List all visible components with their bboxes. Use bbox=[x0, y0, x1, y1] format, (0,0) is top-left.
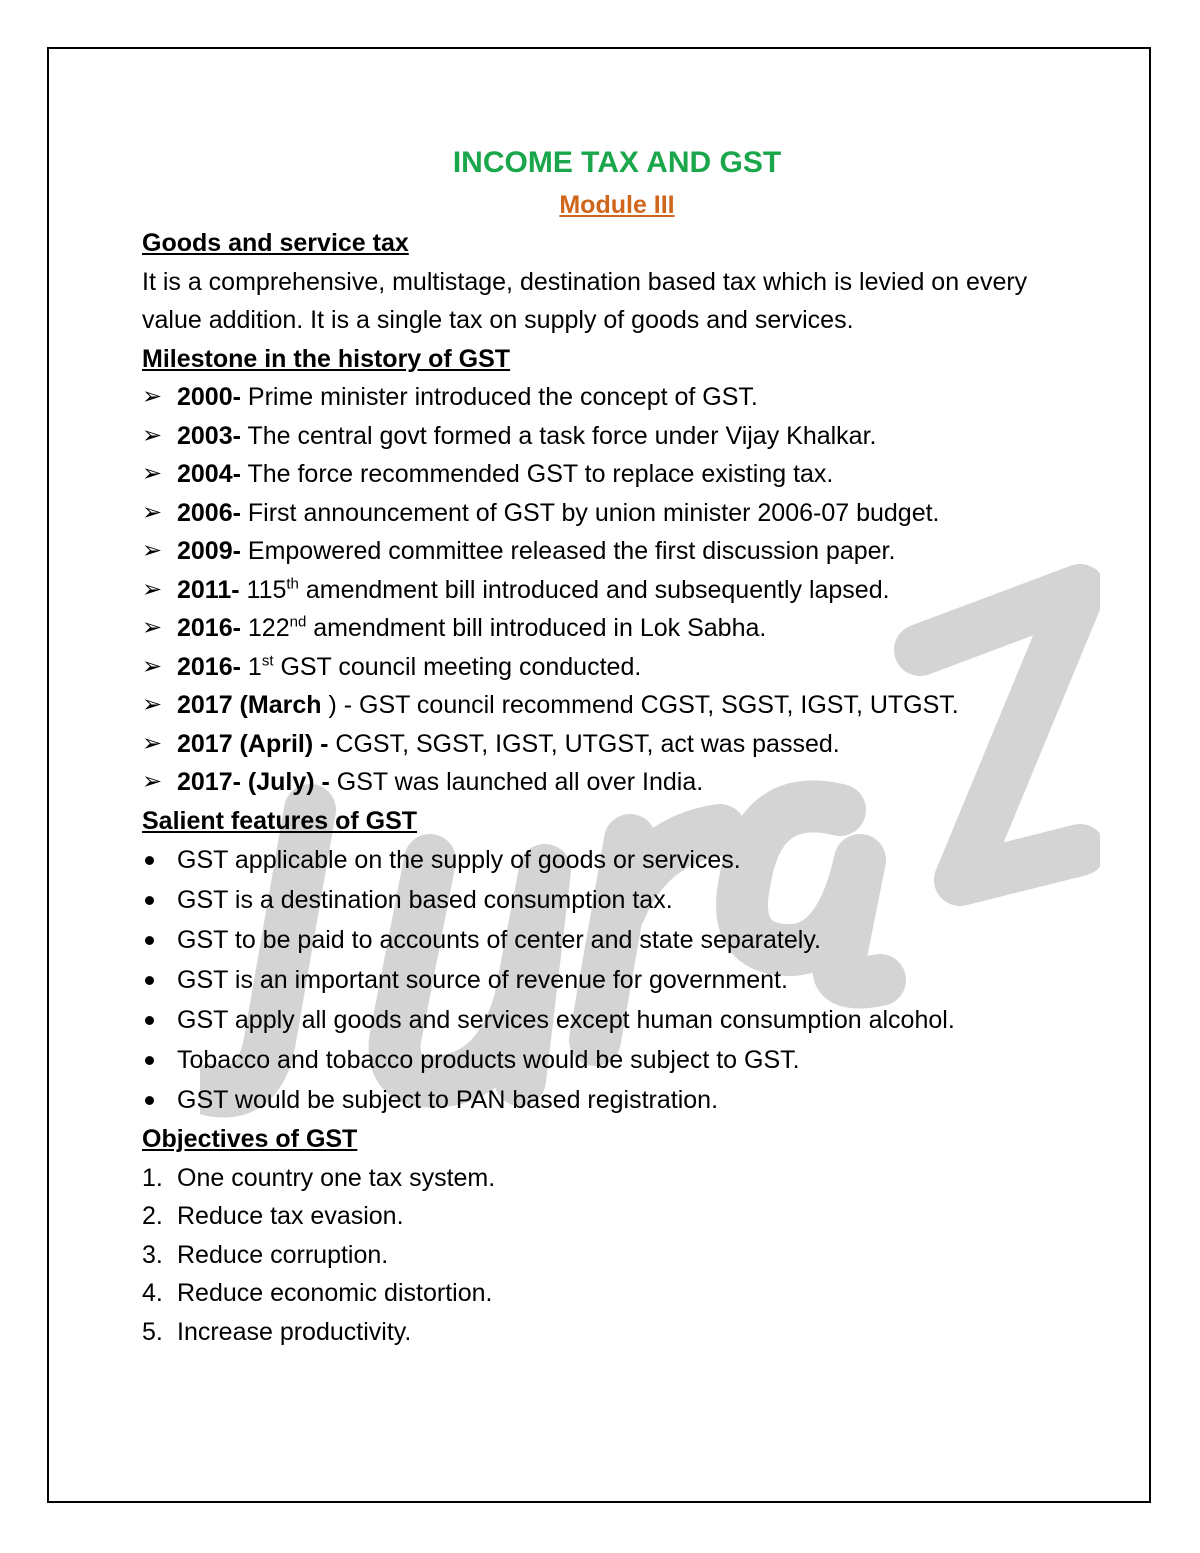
milestone-item bbox=[142, 417, 1092, 456]
milestone-item bbox=[142, 494, 1092, 533]
milestone-item bbox=[142, 571, 1092, 610]
feature-item bbox=[142, 840, 1092, 880]
gst-definition: It is a comprehensive, multistage, destination based tax which is levied on every value addition. It is a single tax on supply of goods and services. bbox=[142, 267, 1028, 334]
objective-text: Increase productivity. bbox=[177, 1317, 412, 1346]
objectives-list bbox=[142, 1159, 1092, 1352]
objective-number: 2. bbox=[142, 1202, 163, 1230]
milestone-year: 2016- bbox=[177, 652, 241, 681]
milestone-ordinal-number: 1 bbox=[247, 652, 262, 681]
arrow-bullet-icon: ➢ bbox=[142, 768, 163, 795]
feature-text: GST would be subject to PAN based registration. bbox=[177, 1086, 719, 1114]
milestone-item bbox=[142, 725, 1092, 764]
milestone-ordinal-suffix: th bbox=[286, 575, 299, 593]
milestone-ordinal-number: 122 bbox=[247, 614, 290, 642]
bullet-icon bbox=[145, 1096, 154, 1105]
milestone-text: amendment bill introduced and subsequently lapsed. bbox=[305, 575, 890, 604]
arrow-bullet-icon: ➢ bbox=[142, 614, 163, 641]
objective-item bbox=[142, 1159, 1092, 1198]
feature-item bbox=[142, 880, 1092, 920]
feature-item bbox=[142, 960, 1092, 1000]
feature-item bbox=[142, 1000, 1092, 1040]
milestone-ordinal-suffix: st bbox=[261, 652, 274, 670]
milestone-year: 2006- bbox=[177, 498, 241, 527]
milestone-year: 2000- bbox=[177, 383, 241, 411]
feature-text: GST is a destination based consumption tax. bbox=[177, 886, 673, 914]
objective-text: Reduce economic distortion. bbox=[177, 1279, 493, 1307]
milestone-ordinal-suffix: nd bbox=[289, 613, 307, 631]
arrow-bullet-icon: ➢ bbox=[142, 575, 163, 603]
feature-text: GST applicable on the supply of goods or services. bbox=[177, 846, 741, 874]
bullet-icon bbox=[145, 936, 154, 945]
milestone-item bbox=[142, 378, 1092, 417]
objective-number: 3. bbox=[142, 1240, 163, 1269]
milestone-year: 2017 (March bbox=[177, 691, 322, 719]
objective-item bbox=[142, 1274, 1092, 1313]
objective-item bbox=[142, 1197, 1092, 1236]
milestone-year: 2004- bbox=[177, 460, 241, 488]
objective-item bbox=[142, 1313, 1092, 1352]
arrow-bullet-icon: ➢ bbox=[142, 691, 163, 718]
milestone-year: 2017- (July) - bbox=[177, 768, 330, 796]
objectives-heading: Objectives of GST bbox=[142, 1125, 358, 1153]
milestone-text: Prime minister introduced the concept of GST. bbox=[247, 383, 758, 411]
module-subtitle: Module III bbox=[559, 191, 675, 219]
feature-text: GST to be paid to accounts of center and state separately. bbox=[177, 926, 821, 954]
feature-text: Tobacco and tobacco products would be subject to GST. bbox=[177, 1046, 800, 1074]
milestone-text: CGST, SGST, IGST, UTGST, act was passed. bbox=[335, 729, 840, 758]
arrow-bullet-icon: ➢ bbox=[142, 537, 163, 564]
objective-number: 1. bbox=[142, 1163, 163, 1192]
milestone-ordinal-number: 115 bbox=[246, 575, 287, 604]
gst-heading: Goods and service tax bbox=[142, 229, 409, 257]
milestone-year: 2003- bbox=[177, 421, 241, 450]
milestone-item bbox=[142, 686, 1092, 725]
objective-text: Reduce tax evasion. bbox=[177, 1202, 404, 1230]
milestone-year: 2011- bbox=[177, 575, 240, 604]
milestone-text: ) - GST council recommend CGST, SGST, IGST, UTGST. bbox=[328, 691, 959, 719]
arrow-bullet-icon: ➢ bbox=[142, 652, 163, 680]
arrow-bullet-icon: ➢ bbox=[142, 729, 163, 757]
bullet-icon bbox=[145, 856, 154, 865]
milestone-item bbox=[142, 763, 1092, 802]
milestones-heading: Milestone in the history of GST bbox=[142, 344, 511, 373]
objective-number: 4. bbox=[142, 1279, 163, 1307]
objective-text: One country one tax system. bbox=[177, 1163, 496, 1192]
feature-text: GST is an important source of revenue for government. bbox=[177, 966, 788, 994]
features-list bbox=[142, 840, 1092, 1120]
milestone-text: The central govt formed a task force under Vijay Khalkar. bbox=[247, 421, 877, 450]
arrow-bullet-icon: ➢ bbox=[142, 460, 163, 487]
milestone-year: 2009- bbox=[177, 537, 241, 565]
objective-number: 5. bbox=[142, 1317, 163, 1346]
bullet-icon bbox=[145, 1016, 154, 1025]
milestone-text: First announcement of GST by union minister 2006-07 budget. bbox=[247, 498, 940, 527]
milestone-item bbox=[142, 648, 1092, 687]
milestone-year: 2016- bbox=[177, 614, 241, 642]
milestone-item bbox=[142, 455, 1092, 494]
feature-text: GST apply all goods and services except human consumption alcohol. bbox=[177, 1006, 955, 1034]
objective-item bbox=[142, 1236, 1092, 1275]
milestone-item bbox=[142, 609, 1092, 648]
document-title: INCOME TAX AND GST bbox=[452, 146, 782, 179]
arrow-bullet-icon: ➢ bbox=[142, 498, 163, 526]
milestone-text: amendment bill introduced in Lok Sabha. bbox=[313, 614, 767, 642]
bullet-icon bbox=[145, 976, 154, 985]
features-heading: Salient features of GST bbox=[142, 806, 418, 835]
feature-item bbox=[142, 920, 1092, 960]
document-body bbox=[142, 140, 1092, 1351]
objective-text: Reduce corruption. bbox=[177, 1240, 389, 1269]
feature-item bbox=[142, 1040, 1092, 1080]
bullet-icon bbox=[145, 896, 154, 905]
milestone-text: Empowered committee released the first discussion paper. bbox=[247, 537, 896, 565]
milestone-year: 2017 (April) - bbox=[177, 729, 329, 758]
arrow-bullet-icon: ➢ bbox=[142, 383, 163, 410]
milestone-text: GST was launched all over India. bbox=[336, 768, 704, 796]
milestone-text: GST council meeting conducted. bbox=[280, 652, 642, 681]
milestone-item bbox=[142, 532, 1092, 571]
milestone-list bbox=[142, 378, 1092, 802]
feature-item bbox=[142, 1080, 1092, 1120]
milestone-text: The force recommended GST to replace existing tax. bbox=[247, 460, 834, 488]
bullet-icon bbox=[145, 1056, 154, 1065]
arrow-bullet-icon: ➢ bbox=[142, 421, 163, 449]
